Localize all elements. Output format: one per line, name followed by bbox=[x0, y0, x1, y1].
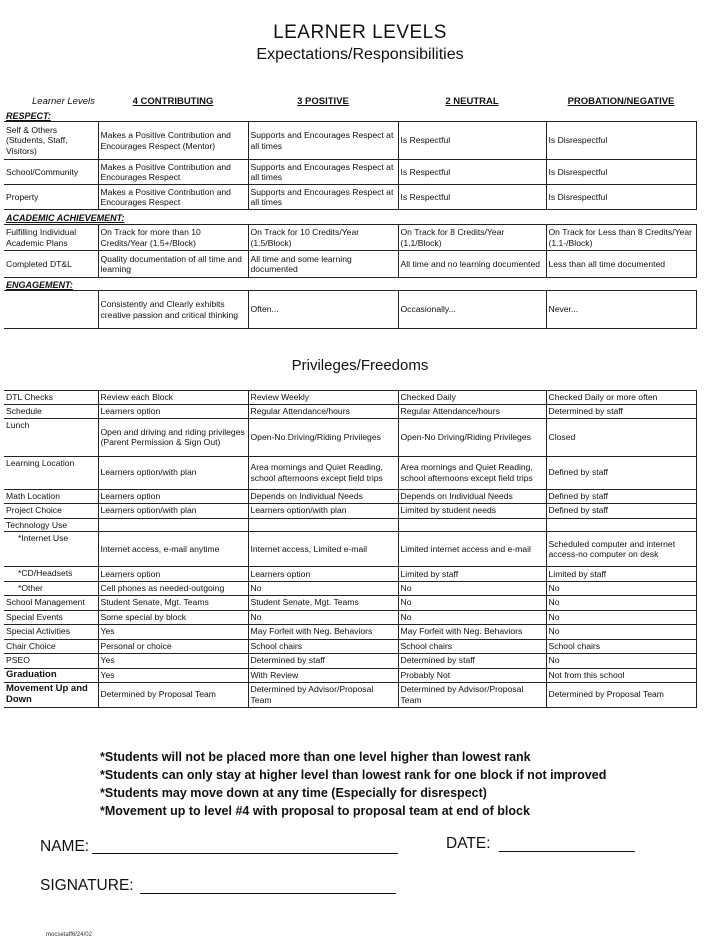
table-cell: Quality documentation of all time and learning bbox=[98, 251, 248, 278]
table-row bbox=[4, 291, 696, 329]
table-cell: Open-No Driving/Riding Privileges bbox=[248, 418, 398, 456]
table-cell: No bbox=[398, 595, 546, 610]
row-label-cell: Chair Choice bbox=[4, 639, 98, 653]
table-row bbox=[4, 567, 696, 582]
table-cell: Determined by Advisor/Proposal Team bbox=[248, 682, 398, 707]
row-label-cell: Movement Up and Down bbox=[4, 682, 98, 707]
table-cell: Cell phones as needed-outgoing bbox=[98, 582, 248, 596]
table-cell: Is Respectful bbox=[398, 160, 546, 185]
table-cell: No bbox=[248, 582, 398, 596]
table-cell: Open and driving and riding privileges (Parent Permission & Sign Out) bbox=[98, 418, 248, 456]
note-item: *Students will not be placed more than one level higher than lowest rank bbox=[100, 750, 531, 764]
table-row bbox=[4, 624, 696, 639]
table-cell: Determined by Proposal Team bbox=[98, 682, 248, 707]
row-label-cell: Schedule bbox=[4, 404, 98, 418]
table-cell: Is Respectful bbox=[398, 185, 546, 210]
footer-code: mocsetaff6/24/02 bbox=[46, 932, 92, 938]
row-label-cell: School/Community bbox=[4, 160, 98, 185]
table-cell: Determined by staff bbox=[398, 653, 546, 668]
name-label: NAME: bbox=[40, 838, 90, 855]
table-cell: Supports and Encourages Respect at all times bbox=[248, 185, 398, 210]
page-title: LEARNER LEVELS bbox=[273, 22, 447, 43]
table-cell: Learners option/with plan bbox=[98, 456, 248, 489]
table-cell: All time and no learning documented bbox=[398, 251, 546, 278]
engagement-rows bbox=[4, 291, 696, 329]
table-cell: Learners option/with plan bbox=[98, 503, 248, 518]
table-cell: Often... bbox=[248, 291, 398, 329]
table-cell bbox=[98, 518, 248, 532]
table-cell bbox=[248, 518, 398, 532]
row-label-cell: Special Activities bbox=[4, 624, 98, 639]
table-cell: No bbox=[398, 610, 546, 624]
table-cell: No bbox=[546, 595, 696, 610]
table-cell: Learners option bbox=[98, 567, 248, 582]
table-cell: May Forfeit with Neg. Behaviors bbox=[398, 624, 546, 639]
table-cell: School chairs bbox=[398, 639, 546, 653]
notes-block bbox=[100, 748, 606, 820]
table-cell: Closed bbox=[546, 418, 696, 456]
table-cell: Occasionally... bbox=[398, 291, 546, 329]
table-cell: Determined by Advisor/Proposal Team bbox=[398, 682, 546, 707]
table-cell: Is Respectful bbox=[398, 122, 546, 160]
table-cell bbox=[398, 518, 546, 532]
signature-field[interactable] bbox=[140, 893, 396, 894]
page-subtitle: Expectations/Responsibilities bbox=[256, 46, 464, 63]
table-row bbox=[4, 418, 696, 456]
table-cell: Internet access, e-mail anytime bbox=[98, 532, 248, 567]
table-cell: Learners option bbox=[98, 489, 248, 503]
table-cell bbox=[546, 518, 696, 532]
row-label-cell bbox=[4, 291, 98, 329]
table-cell: Determined by staff bbox=[546, 404, 696, 418]
table-cell: Yes bbox=[98, 653, 248, 668]
table-cell: All time and some learning documented bbox=[248, 251, 398, 278]
privileges-rows bbox=[4, 391, 696, 708]
table-cell: No bbox=[546, 610, 696, 624]
table-cell: No bbox=[546, 582, 696, 596]
table-row bbox=[4, 391, 696, 405]
section-engagement: ENGAGEMENT: bbox=[6, 280, 73, 290]
respect-table bbox=[4, 121, 697, 210]
table-cell: Regular Attendance/hours bbox=[398, 404, 546, 418]
table-row bbox=[4, 225, 696, 251]
table-cell: No bbox=[546, 653, 696, 668]
column-header-neutral: 2 NEUTRAL bbox=[445, 96, 499, 107]
row-label-cell: *Other bbox=[4, 582, 98, 596]
table-cell: School chairs bbox=[546, 639, 696, 653]
table-cell: Is Disrespectful bbox=[546, 122, 696, 160]
table-cell: On Track for 10 Credits/Year (1.5/Block) bbox=[248, 225, 398, 251]
table-cell: Internet access, Limited e-mail bbox=[248, 532, 398, 567]
table-cell: Depends on Individual Needs bbox=[248, 489, 398, 503]
table-cell: Review each Block bbox=[98, 391, 248, 405]
table-cell: Student Senate, Mgt. Teams bbox=[248, 595, 398, 610]
date-label: DATE: bbox=[446, 835, 491, 852]
table-cell: On Track for more than 10 Credits/Year (1.5+/Block) bbox=[98, 225, 248, 251]
name-field[interactable] bbox=[92, 853, 398, 854]
table-cell: Makes a Positive Contribution and Encourages Respect bbox=[98, 160, 248, 185]
table-row bbox=[4, 532, 696, 567]
row-label-cell: Technology Use bbox=[4, 518, 98, 532]
table-cell: Depends on Individual Needs bbox=[398, 489, 546, 503]
table-cell: Checked Daily or more often bbox=[546, 391, 696, 405]
table-cell: Review Weekly bbox=[248, 391, 398, 405]
table-cell: Less than all time documented bbox=[546, 251, 696, 278]
table-cell: Defined by staff bbox=[546, 489, 696, 503]
table-cell: Area mornings and Quiet Reading, school afternoons except field trips bbox=[248, 456, 398, 489]
table-row bbox=[4, 404, 696, 418]
table-cell: Probably Not bbox=[398, 668, 546, 682]
table-cell: Some special by block bbox=[98, 610, 248, 624]
note-item: *Movement up to level #4 with proposal to proposal team at end of block bbox=[100, 804, 530, 818]
table-cell: Is Disrespectful bbox=[546, 160, 696, 185]
table-cell: Learners option/with plan bbox=[248, 503, 398, 518]
row-label-cell: Self & Others (Students, Staff, Visitors) bbox=[4, 122, 98, 160]
table-cell: On Track for 8 Credits/Year (1.1/Block) bbox=[398, 225, 546, 251]
table-cell: No bbox=[248, 610, 398, 624]
row-label-cell: *CD/Headsets bbox=[4, 567, 98, 582]
table-cell: Open-No Driving/Riding Privileges bbox=[398, 418, 546, 456]
table-row bbox=[4, 503, 696, 518]
table-cell: Checked Daily bbox=[398, 391, 546, 405]
table-cell: May Forfeit with Neg. Behaviors bbox=[248, 624, 398, 639]
date-field[interactable] bbox=[499, 851, 635, 852]
table-row bbox=[4, 489, 696, 503]
table-cell: On Track for Less than 8 Credits/Year (1.1-/Block) bbox=[546, 225, 696, 251]
column-header-lead: Learner Levels bbox=[32, 96, 95, 107]
table-cell: With Review bbox=[248, 668, 398, 682]
table-cell: Limited by student needs bbox=[398, 503, 546, 518]
table-cell: Makes a Positive Contribution and Encourages Respect bbox=[98, 185, 248, 210]
table-cell: Personal or choice bbox=[98, 639, 248, 653]
row-label-cell: DTL Checks bbox=[4, 391, 98, 405]
table-cell: Student Senate, Mgt. Teams bbox=[98, 595, 248, 610]
table-cell: Limited internet access and e-mail bbox=[398, 532, 546, 567]
table-row bbox=[4, 639, 696, 653]
row-label-cell: Completed DT&L bbox=[4, 251, 98, 278]
row-label-cell: Special Events bbox=[4, 610, 98, 624]
table-cell: Determined by staff bbox=[248, 653, 398, 668]
row-label-cell: PSEO bbox=[4, 653, 98, 668]
table-cell: Defined by staff bbox=[546, 503, 696, 518]
table-cell: Supports and Encourages Respect at all times bbox=[248, 160, 398, 185]
privileges-table bbox=[4, 390, 697, 708]
privileges-title: Privileges/Freedoms bbox=[291, 357, 429, 374]
table-cell: Defined by staff bbox=[546, 456, 696, 489]
table-cell: Limited by staff bbox=[398, 567, 546, 582]
table-cell: Never... bbox=[546, 291, 696, 329]
row-label-cell: Graduation bbox=[4, 668, 98, 682]
table-cell: Yes bbox=[98, 668, 248, 682]
row-label-cell: Learning Location bbox=[4, 456, 98, 489]
table-cell: Is Disrespectful bbox=[546, 185, 696, 210]
academic-table bbox=[4, 224, 697, 278]
table-row bbox=[4, 610, 696, 624]
table-cell: Supports and Encourages Respect at all times bbox=[248, 122, 398, 160]
row-label-cell: Property bbox=[4, 185, 98, 210]
table-cell: Limited by staff bbox=[546, 567, 696, 582]
note-item: *Students may move down at any time (Especially for disrespect) bbox=[100, 786, 487, 800]
column-header-contributing: 4 CONTRIBUTING bbox=[132, 96, 214, 107]
table-cell: Not from this school bbox=[546, 668, 696, 682]
table-row bbox=[4, 595, 696, 610]
table-cell: Regular Attendance/hours bbox=[248, 404, 398, 418]
signature-label: SIGNATURE: bbox=[40, 877, 134, 894]
table-row bbox=[4, 456, 696, 489]
table-cell: Scheduled computer and internet access-no computer on desk bbox=[546, 532, 696, 567]
table-cell: No bbox=[398, 582, 546, 596]
table-cell: Learners option bbox=[248, 567, 398, 582]
table-cell: Yes bbox=[98, 624, 248, 639]
table-row bbox=[4, 668, 696, 682]
table-cell: Determined by Proposal Team bbox=[546, 682, 696, 707]
table-row bbox=[4, 518, 696, 532]
column-header-positive: 3 POSITIVE bbox=[297, 96, 349, 107]
respect-rows bbox=[4, 122, 696, 210]
section-respect: RESPECT: bbox=[6, 111, 51, 121]
table-cell: School chairs bbox=[248, 639, 398, 653]
column-header-probation: PROBATION/NEGATIVE bbox=[567, 96, 675, 107]
table-row bbox=[4, 653, 696, 668]
table-cell: Area mornings and Quiet Reading, school afternoons except field trips bbox=[398, 456, 546, 489]
table-cell: No bbox=[546, 624, 696, 639]
row-label-cell: Lunch bbox=[4, 418, 98, 456]
table-cell: Learners option bbox=[98, 404, 248, 418]
academic-rows bbox=[4, 225, 696, 278]
table-row bbox=[4, 185, 696, 210]
row-label-cell: *Internet Use bbox=[4, 532, 98, 567]
table-row bbox=[4, 122, 696, 160]
row-label-cell: Fulfilling Individual Academic Plans bbox=[4, 225, 98, 251]
table-row bbox=[4, 582, 696, 596]
engagement-table bbox=[4, 290, 697, 329]
table-cell: Makes a Positive Contribution and Encourages Respect (Mentor) bbox=[98, 122, 248, 160]
row-label-cell: Project Choice bbox=[4, 503, 98, 518]
table-row bbox=[4, 251, 696, 278]
note-item: *Students can only stay at higher level than lowest rank for one block if not improved bbox=[100, 768, 607, 782]
row-label-cell: Math Location bbox=[4, 489, 98, 503]
table-row bbox=[4, 682, 696, 707]
section-academic: ACADEMIC ACHIEVEMENT: bbox=[6, 213, 125, 223]
row-label-cell: School Management bbox=[4, 595, 98, 610]
table-row bbox=[4, 160, 696, 185]
table-cell: Consistently and Clearly exhibits creative passion and critical thinking bbox=[98, 291, 248, 329]
